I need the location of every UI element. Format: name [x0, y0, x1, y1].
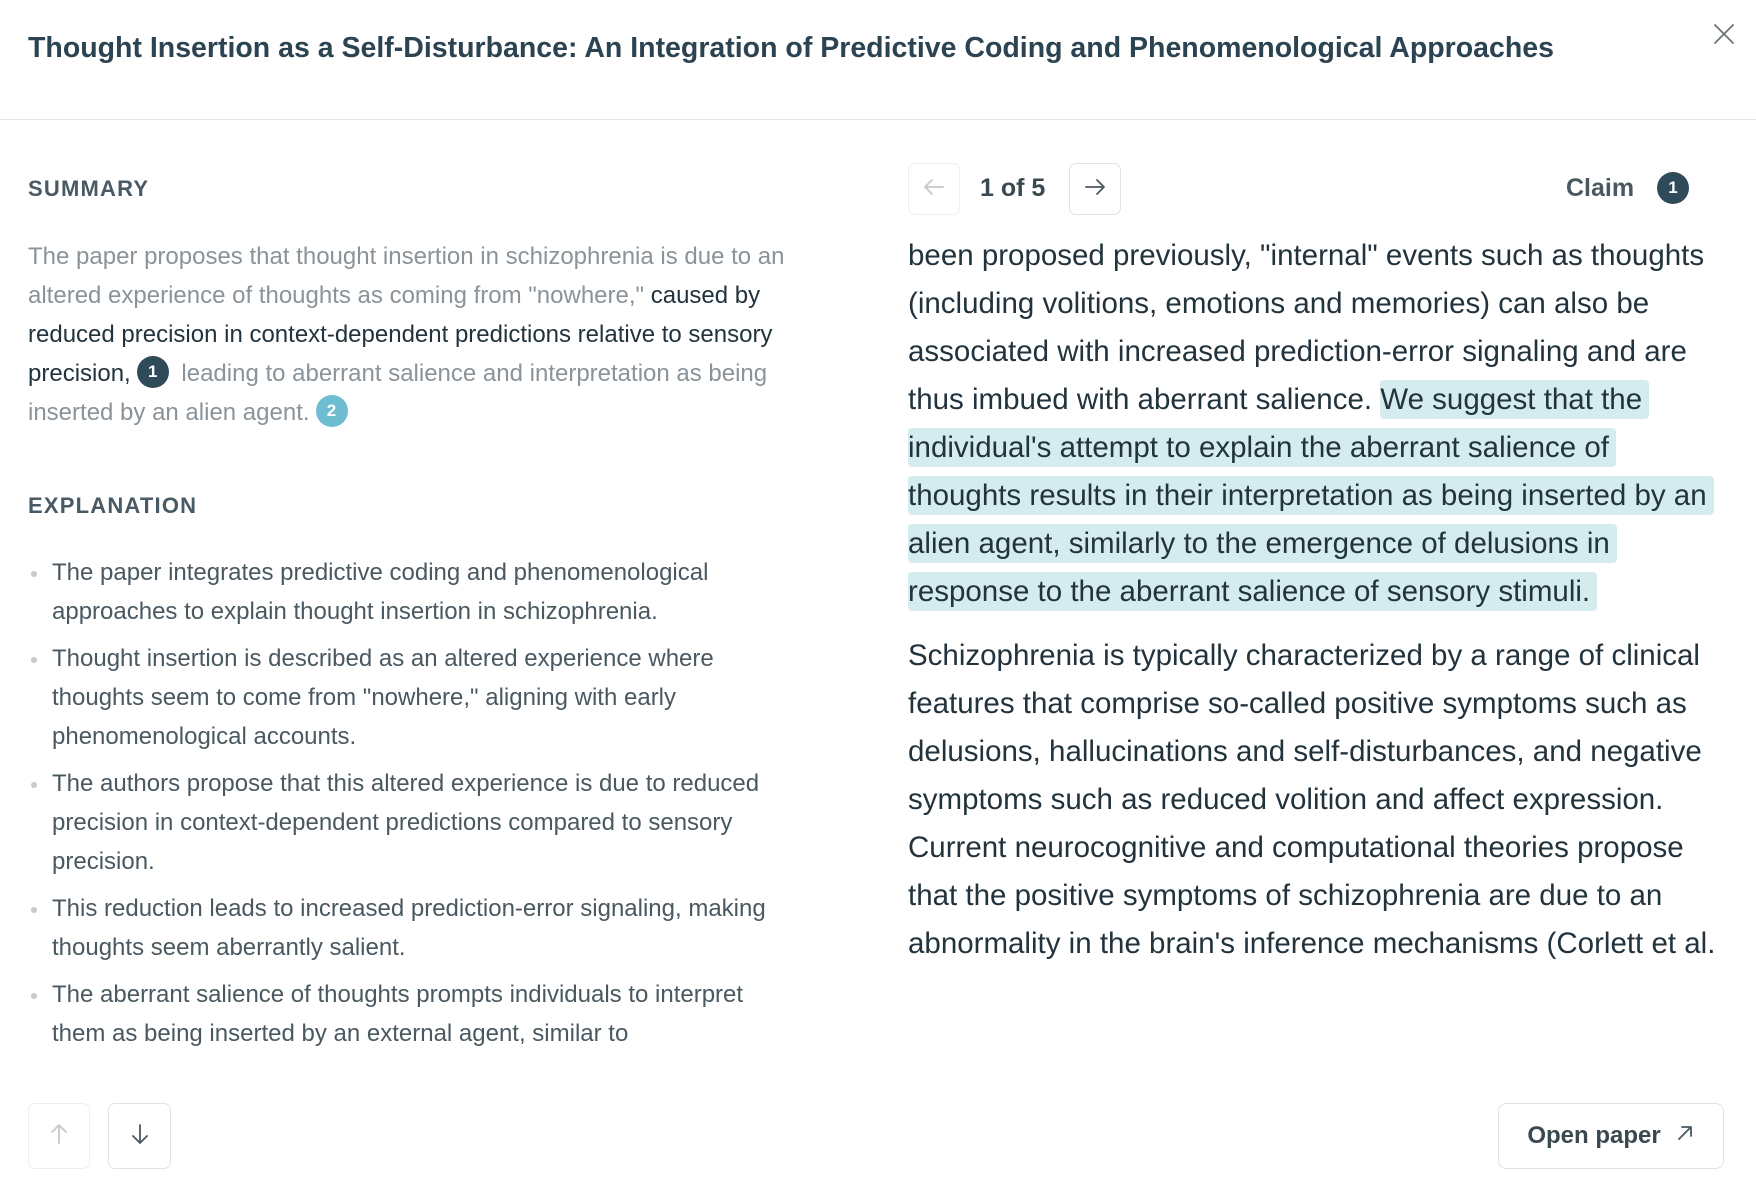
summary-heading: SUMMARY — [28, 176, 150, 201]
arrow-down-icon — [127, 1121, 153, 1152]
next-claim-button[interactable] — [1069, 163, 1121, 215]
scroll-up-button[interactable] — [28, 1103, 90, 1169]
scroll-down-button[interactable] — [108, 1103, 171, 1169]
open-paper-label: Open paper — [1527, 1122, 1661, 1149]
explanation-heading: EXPLANATION — [28, 493, 198, 518]
source-excerpt — [908, 232, 1716, 1040]
source-paragraph-2: Schizophrenia is typically characterized by a range of clinical features that comprise so-called positive symptoms such as delusions, hallucinations and self-disturbances, and negative symptoms such as reduced volition and affect expression. Current neurocognitive and computational theories propose that the positive symptoms of schizophrenia are due to an abnormality in the brain's inference mechanisms (Corlett et al. — [908, 639, 1716, 960]
fade-overlay — [908, 960, 1716, 1040]
list-item: Thought insertion is described as an altered experience where thoughts seem to come from "nowhere," aligning with early phenomenological accounts. — [28, 639, 788, 756]
claim-number-badge: 1 — [1657, 172, 1689, 204]
claim-label: Claim — [1566, 174, 1635, 202]
explanation-panel — [28, 553, 788, 1047]
list-item: The authors propose that this altered experience is due to reduced precision in context-dependent predictions compared to sensory precision. — [28, 764, 788, 881]
list-item: The paper integrates predictive coding and phenomenological approaches to explain thought insertion in schizophrenia. — [28, 553, 788, 631]
source-paragraph-1 — [908, 232, 1716, 616]
citation-badge-1[interactable]: 1 — [137, 356, 169, 388]
modal-header — [0, 0, 1756, 120]
list-item: This reduction leads to increased prediction-error signaling, making thoughts seem aberrantly salient. — [28, 889, 788, 967]
explanation-list — [28, 553, 788, 1047]
list-item: The aberrant salience of thoughts prompts individuals to interpret them as being inserted by an external agent, similar to — [28, 975, 788, 1047]
citation-badge-2[interactable]: 2 — [316, 395, 348, 427]
claim-counter: 1 of 5 — [980, 174, 1046, 202]
arrow-left-icon — [921, 174, 947, 205]
summary-claim-text[interactable]: caused by reduced precision in context-dependent predictions relative to sensory precision, — [28, 282, 773, 387]
summary-part-3: leading to aberrant salience and interpretation as being inserted by an alien agent. — [28, 360, 768, 426]
source-plain-text: been proposed previously, "internal" events such as thoughts (including volitions, emotions and memories) can also be associated with increased prediction-error signaling and are thus imbued with aberrant salience. — [908, 239, 1705, 416]
arrow-up-icon — [46, 1121, 72, 1152]
external-link-icon — [1675, 1122, 1695, 1150]
summary-part-1: The paper proposes that thought insertion in schizophrenia is due to an altered experience of thoughts as coming from "nowhere," — [28, 243, 785, 309]
highlighted-claim-text: We suggest that the individual's attempt to explain the aberrant salience of thoughts results in their interpretation as being inserted by an alien agent, similarly to the emergence of delusions in response to the aberrant salience of sensory stimuli. — [908, 380, 1714, 611]
close-button[interactable] — [1706, 18, 1742, 54]
open-paper-button[interactable] — [1498, 1103, 1724, 1169]
paper-title: Thought Insertion as a Self-Disturbance: An Integration of Predictive Coding and Phenomenological Approaches — [28, 32, 1554, 64]
close-icon — [1712, 22, 1736, 51]
arrow-right-icon — [1082, 174, 1108, 205]
previous-claim-button[interactable] — [908, 163, 960, 215]
summary-text — [28, 237, 788, 432]
